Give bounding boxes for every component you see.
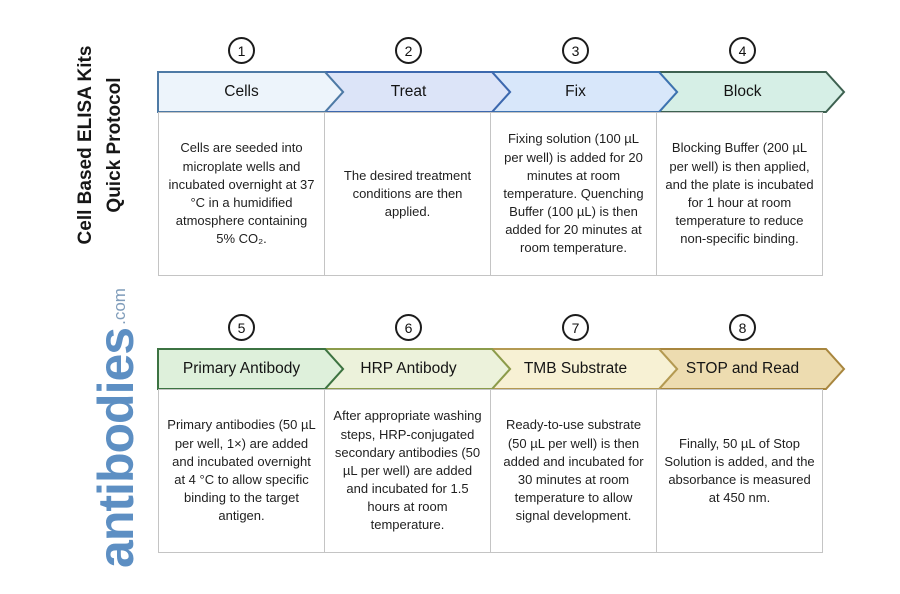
step-1-number-badge	[228, 37, 255, 64]
step-2-description-box	[324, 112, 491, 276]
step-1-number-cell	[158, 37, 325, 64]
step-3-description: Fixing solution (100 µL per well) is added for 20 minutes at room temperature. Quenching Buffer (100 µL) is then added for 20 minutes at room temperature.	[503, 131, 644, 256]
step-1-description-box	[158, 112, 325, 276]
step-4-label: Block	[723, 83, 762, 100]
step-6-label: HRP Antibody	[360, 360, 457, 377]
step-7-description: Ready-to-use substrate (50 µL per well) is then added and incubated for 30 minutes at room temperature to allow signal development.	[503, 417, 644, 524]
step-number-row-1	[158, 37, 826, 64]
step-5-description-box	[158, 389, 325, 553]
description-row-2	[158, 389, 830, 553]
step-number-row-2	[158, 314, 826, 341]
brand-name: antibodies	[88, 327, 144, 568]
brand-logo	[55, 273, 144, 583]
step-1-description: Cells are seeded into microplate wells and incubated overnight at 37 °C in a humidified atmosphere containing 5% CO₂.	[168, 140, 315, 247]
step-7-label: TMB Substrate	[523, 360, 628, 377]
arrow-labels-row-2	[158, 347, 826, 391]
step-2-number-badge	[395, 37, 422, 64]
step-7-number-cell	[492, 314, 659, 341]
step-2-label: Treat	[390, 83, 427, 100]
step-8-number-badge	[729, 314, 756, 341]
step-2-description: The desired treatment conditions are then applied.	[343, 167, 472, 220]
step-5-number: 5	[237, 319, 246, 336]
step-3-number: 3	[571, 42, 580, 59]
step-7-number: 7	[571, 319, 580, 336]
step-6-description: After appropriate washing steps, HRP-conjugated secondary antibodies (50 µL per well) are added and incubated for 1.5 hours at room temperature.	[333, 408, 482, 533]
step-3-number-cell	[492, 37, 659, 64]
step-8-description-box	[656, 389, 823, 553]
step-6-description-box	[324, 389, 491, 553]
step-6-number-badge	[395, 314, 422, 341]
step-3-description-box	[490, 112, 657, 276]
step-2-number: 2	[404, 42, 413, 59]
step-4-number-badge	[729, 37, 756, 64]
step-7-description-box	[490, 389, 657, 553]
step-6-number-cell	[325, 314, 492, 341]
step-5-label: Primary Antibody	[182, 360, 301, 377]
step-8-number-cell	[659, 314, 826, 341]
description-row-1	[158, 112, 830, 276]
step-3-number-badge	[562, 37, 589, 64]
arrow-labels-row-1	[158, 70, 826, 114]
step-4-description-box	[656, 112, 823, 276]
step-3-label: Fix	[565, 83, 586, 100]
step-4-number: 4	[738, 42, 747, 59]
step-8-label: STOP and Read	[685, 360, 800, 377]
step-8-number: 8	[738, 319, 747, 336]
step-5-description: Primary antibodies (50 µL per well, 1×) are added and incubated overnight at 4 °C to allow specific binding to the target antigen.	[167, 417, 316, 524]
step-2-number-cell	[325, 37, 492, 64]
step-7-number-badge	[562, 314, 589, 341]
step-1-label: Cells	[224, 83, 259, 100]
page-title	[72, 18, 132, 272]
step-5-number-cell	[158, 314, 325, 341]
step-4-number-cell	[659, 37, 826, 64]
page-title-line1: Cell Based ELISA Kits	[75, 45, 96, 245]
step-6-number: 6	[404, 319, 413, 336]
page-title-line2: Quick Protocol	[103, 77, 125, 213]
step-1-number: 1	[237, 42, 246, 59]
step-8-description: Finally, 50 µL of Stop Solution is added, and the absorbance is measured at 450 nm.	[664, 435, 815, 506]
brand-tld: .com	[110, 288, 129, 325]
step-4-description: Blocking Buffer (200 µL per well) is then applied, and the plate is incubated for 1 hour at room temperature to reduce non-specific binding.	[665, 140, 814, 247]
step-5-number-badge	[228, 314, 255, 341]
